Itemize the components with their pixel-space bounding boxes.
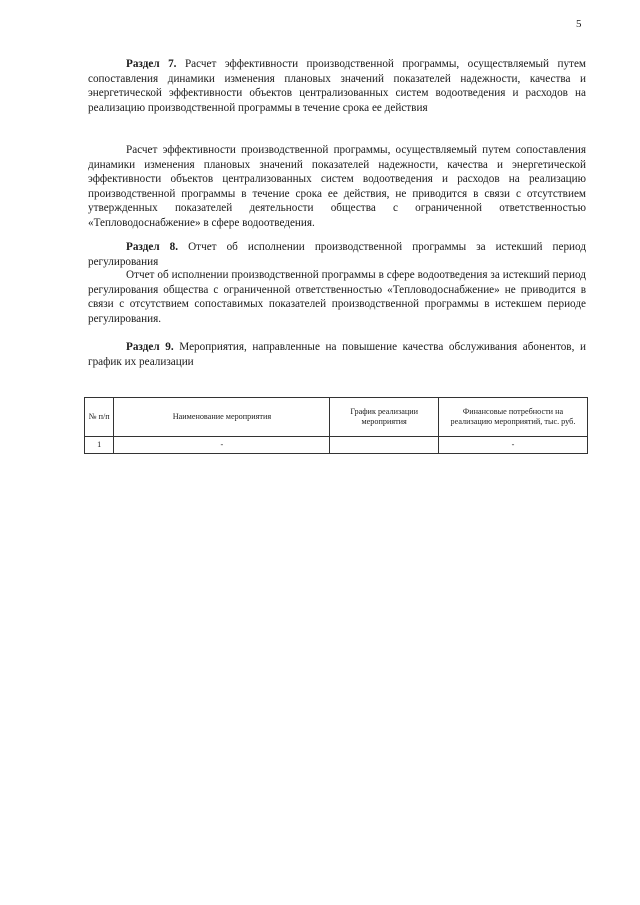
section9-heading xyxy=(88,340,586,369)
section7-heading xyxy=(88,57,586,115)
header-num: № п/п xyxy=(85,398,114,437)
section9-heading-text: Мероприятия, направленные на повышение качества обслуживания абонентов, и график их реализации xyxy=(88,341,587,368)
cell-name: - xyxy=(114,437,330,454)
cell-schedule xyxy=(330,437,439,454)
measures-table xyxy=(84,397,588,454)
cell-num: 1 xyxy=(85,437,114,454)
header-finance: Финансовые потребности на реализацию мероприятий, тыс. руб. xyxy=(438,398,587,437)
section8-heading xyxy=(88,240,586,269)
section8-body xyxy=(88,268,586,326)
header-schedule: График реализации мероприятия xyxy=(330,398,439,437)
section8-label: Раздел 8. xyxy=(126,241,179,253)
page-number: 5 xyxy=(576,18,582,30)
section8-paragraph: Отчет об исполнении производственной программы в сфере водоотведения за истекший период регулирования общества с ограниченной ответственностью «Тепловодоснабжение» не приводится в связи с отсутствием сопоставимых показателей производственной программы в истекшем периоде регулирования. xyxy=(88,269,586,325)
section7-heading-text: Расчет эффективности производственной программы, осуществляемый путем сопоставления динамики изменения плановых значений показателей надежности, качества и энергетической эффективности объектов централизованных систем водоотведения и расходов на реализацию производственной программы в течение срока ее действия xyxy=(88,58,586,114)
cell-finance: - xyxy=(438,437,587,454)
header-name: Наименование мероприятия xyxy=(114,398,330,437)
section7-label: Раздел 7. xyxy=(126,58,177,70)
section7-body xyxy=(88,143,586,231)
section8-heading-text: Отчет об исполнении производственной программы за истекший период регулирования xyxy=(88,241,587,268)
table-header-row xyxy=(85,398,588,437)
table-row xyxy=(85,437,588,454)
section7-paragraph: Расчет эффективности производственной программы, осуществляемый путем сопоставления динамики изменения плановых значений показателей надежности, качества и энергетической эффективности объектов централизованных систем водоотведения и расходов на реализацию производственной программы в течение срока ее действия, не приводится в связи с отсутствием утвержденных показателей деятельности общества с ограниченной ответственностью «Тепловодоснабжение» в сфере водоотведения. xyxy=(88,144,586,229)
section9-label: Раздел 9. xyxy=(126,341,174,353)
